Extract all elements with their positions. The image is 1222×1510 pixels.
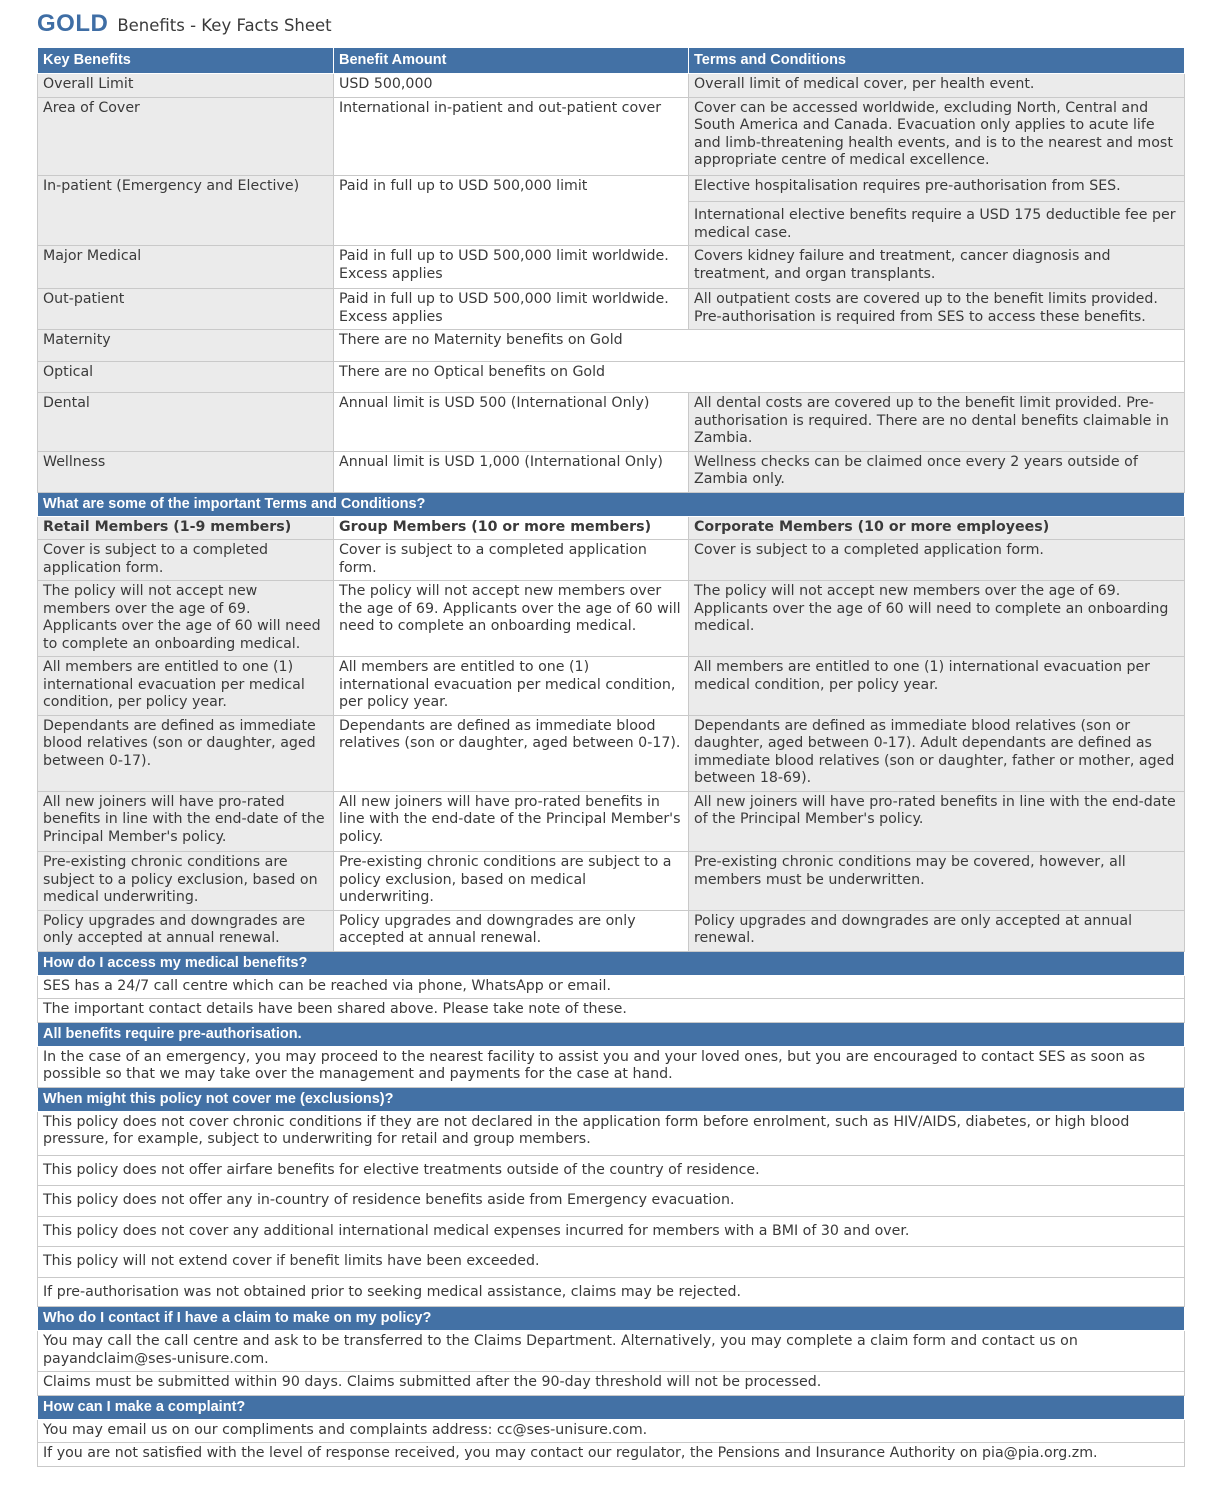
exclusion-text: This policy does not offer any in-country of residence benefits aside from Emergency evacuation. [38, 1186, 1185, 1217]
benefit-terms-part-2: International elective benefits require a USD 175 deductible fee per medical case. [689, 201, 1184, 242]
column-header-corporate: Corporate Members (10 or more employees) [689, 516, 1185, 540]
benefit-amount: Paid in full up to USD 500,000 limit [334, 175, 689, 246]
exclusion-text: This policy does not offer airfare benefits for elective treatments outside of the country of residence. [38, 1155, 1185, 1186]
benefit-terms: All outpatient costs are covered up to the benefit limits provided. Pre-authorisation is required from SES to access these benefits. [689, 289, 1185, 330]
section-heading: What are some of the important Terms and Conditions? [38, 492, 1185, 516]
section-header-access [38, 951, 1185, 975]
benefit-amount: International in-patient and out-patient cover [334, 97, 689, 175]
benefit-row-out-patient [38, 289, 1185, 330]
benefit-terms: Wellness checks can be claimed once every 2 years outside of Zambia only. [689, 451, 1185, 492]
section-header-terms [38, 492, 1185, 516]
corporate-term: Policy upgrades and downgrades are only accepted at annual renewal. [689, 910, 1185, 951]
access-line [38, 999, 1185, 1023]
section-header-claims [38, 1307, 1185, 1331]
benefit-row-major-medical [38, 246, 1185, 289]
corporate-term: All members are entitled to one (1) international evacuation per medical condition, per policy year. [689, 657, 1185, 716]
benefit-amount: Annual limit is USD 1,000 (International Only) [334, 451, 689, 492]
group-term: The policy will not accept new members over the age of 69. Applicants over the age of 60 will need to complete an onboarding medical. [334, 581, 689, 657]
benefit-name: Major Medical [38, 246, 334, 289]
benefit-terms: Covers kidney failure and treatment, cancer diagnosis and treatment, and organ transplants. [689, 246, 1185, 289]
column-header-terms: Terms and Conditions [689, 48, 1185, 74]
retail-term: All new joiners will have pro-rated benefits in line with the end-date of the Principal Member's policy. [38, 791, 334, 852]
terms-row [38, 581, 1185, 657]
benefit-amount: Paid in full up to USD 500,000 limit worldwide. Excess applies [334, 289, 689, 330]
exclusion-line [38, 1216, 1185, 1247]
complaint-text: If you are not satisfied with the level of response received, you may contact our regulator, the Pensions and Insurance Authority on pia@pia.org.zm. [38, 1443, 1185, 1467]
group-term: All new joiners will have pro-rated benefits in line with the end-date of the Principal Member's policy. [334, 791, 689, 852]
column-header-benefit-amount: Benefit Amount [334, 48, 689, 74]
complaint-line [38, 1443, 1185, 1467]
group-term: Dependants are defined as immediate blood relatives (son or daughter, aged between 0-17). [334, 715, 689, 791]
brand-label: GOLD [37, 10, 109, 37]
benefit-row-wellness [38, 451, 1185, 492]
terms-row [38, 657, 1185, 716]
retail-term: Dependants are defined as immediate blood relatives (son or daughter, aged between 0-17). [38, 715, 334, 791]
retail-term: The policy will not accept new members over the age of 69. Applicants over the age of 60 will need to complete an onboarding medical. [38, 581, 334, 657]
corporate-term: Pre-existing chronic conditions may be covered, however, all members must be underwritten. [689, 852, 1185, 911]
exclusion-line [38, 1277, 1185, 1307]
complaint-line [38, 1419, 1185, 1443]
benefit-row-in-patient [38, 175, 1185, 246]
exclusion-text: This policy does not cover chronic conditions if they are not declared in the application form before enrolment, such as HIV/AIDS, diabetes, or high blood pressure, for example, subject to underwriting for retail and group members. [38, 1111, 1185, 1155]
section-header-complaints [38, 1395, 1185, 1419]
claims-text: You may call the call centre and ask to be transferred to the Claims Department. Alternatively, you may complete a claim form and contact us on payandclaim@ses-unisure.com. [38, 1331, 1185, 1372]
access-text: SES has a 24/7 call centre which can be reached via phone, WhatsApp or email. [38, 975, 1185, 999]
exclusion-line [38, 1155, 1185, 1186]
terms-row [38, 791, 1185, 852]
exclusion-text: If pre-authorisation was not obtained prior to seeking medical assistance, claims may be rejected. [38, 1277, 1185, 1307]
retail-term: Pre-existing chronic conditions are subject to a policy exclusion, based on medical underwriting. [38, 852, 334, 911]
benefit-name: In-patient (Emergency and Elective) [38, 175, 334, 246]
benefit-terms-part-1: Elective hospitalisation requires pre-authorisation from SES. [694, 177, 1121, 194]
benefit-terms: Overall limit of medical cover, per health event. [689, 74, 1185, 98]
retail-term: Cover is subject to a completed application form. [38, 540, 334, 581]
exclusion-line [38, 1111, 1185, 1155]
complaint-text: You may email us on our compliments and complaints address: cc@ses-unisure.com. [38, 1419, 1185, 1443]
access-line [38, 975, 1185, 999]
benefit-name: Optical [38, 361, 334, 393]
corporate-term: Dependants are defined as immediate blood relatives (son or daughter, aged between 0-17). Adult dependants are defined as immediate blood relatives (son or daughter, father or mother, aged between 18-69). [689, 715, 1185, 791]
retail-term: All members are entitled to one (1) international evacuation per medical condition, per policy year. [38, 657, 334, 716]
section-heading: When might this policy not cover me (exclusions)? [38, 1087, 1185, 1111]
benefit-row-dental [38, 393, 1185, 452]
benefits-header-row [38, 48, 1185, 74]
fact-sheet-page [37, 10, 1184, 1467]
exclusion-text: This policy does not cover any additional international medical expenses incurred for members with a BMI of 30 and over. [38, 1216, 1185, 1247]
section-heading: How can I make a complaint? [38, 1395, 1185, 1419]
benefit-row-maternity [38, 330, 1185, 362]
document-subtitle: Benefits - Key Facts Sheet [117, 16, 332, 35]
column-header-retail: Retail Members (1-9 members) [38, 516, 334, 540]
benefit-name: Area of Cover [38, 97, 334, 175]
access-text: The important contact details have been shared above. Please take note of these. [38, 999, 1185, 1023]
member-types-header-row [38, 516, 1185, 540]
corporate-term: The policy will not accept new members over the age of 69. Applicants over the age of 60 will need to complete an onboarding medical. [689, 581, 1185, 657]
section-header-exclusions [38, 1087, 1185, 1111]
section-heading: Who do I contact if I have a claim to make on my policy? [38, 1307, 1185, 1331]
benefit-name: Maternity [38, 330, 334, 362]
claims-line [38, 1372, 1185, 1396]
benefit-name: Overall Limit [38, 74, 334, 98]
section-heading: All benefits require pre-authorisation. [38, 1022, 1185, 1046]
benefit-row-area-of-cover [38, 97, 1185, 175]
claims-line [38, 1331, 1185, 1372]
group-term: All members are entitled to one (1) international evacuation per medical condition, per policy year. [334, 657, 689, 716]
benefit-amount: Annual limit is USD 500 (International Only) [334, 393, 689, 452]
benefit-amount: There are no Maternity benefits on Gold [334, 330, 1185, 362]
benefit-row-overall-limit [38, 74, 1185, 98]
benefit-terms: All dental costs are covered up to the benefit limit provided. Pre-authorisation is required. There are no dental benefits claimable in Zambia. [689, 393, 1185, 452]
document-title [37, 10, 1184, 47]
terms-row [38, 852, 1185, 911]
corporate-term: Cover is subject to a completed application form. [689, 540, 1185, 581]
benefit-name: Dental [38, 393, 334, 452]
benefit-amount: Paid in full up to USD 500,000 limit worldwide. Excess applies [334, 246, 689, 289]
benefit-name: Out-patient [38, 289, 334, 330]
section-header-preauthorisation [38, 1022, 1185, 1046]
preauth-text: In the case of an emergency, you may proceed to the nearest facility to assist you and your loved ones, but you are encouraged to contact SES as soon as possible so that we may take over the management and payments for the case at hand. [38, 1046, 1185, 1087]
group-term: Cover is subject to a completed application form. [334, 540, 689, 581]
claims-text: Claims must be submitted within 90 days. Claims submitted after the 90-day threshold will not be processed. [38, 1372, 1185, 1396]
preauth-line [38, 1046, 1185, 1087]
benefit-amount: There are no Optical benefits on Gold [334, 361, 1185, 393]
terms-row [38, 715, 1185, 791]
section-heading: How do I access my medical benefits? [38, 951, 1185, 975]
group-term: Policy upgrades and downgrades are only accepted at annual renewal. [334, 910, 689, 951]
benefit-row-optical [38, 361, 1185, 393]
exclusion-line [38, 1186, 1185, 1217]
column-header-group: Group Members (10 or more members) [334, 516, 689, 540]
benefit-name: Wellness [38, 451, 334, 492]
exclusion-text: This policy will not extend cover if benefit limits have been exceeded. [38, 1247, 1185, 1278]
retail-term: Policy upgrades and downgrades are only accepted at annual renewal. [38, 910, 334, 951]
terms-row [38, 910, 1185, 951]
key-facts-table [37, 47, 1185, 1467]
exclusion-line [38, 1247, 1185, 1278]
benefit-amount: USD 500,000 [334, 74, 689, 98]
benefit-terms [689, 175, 1185, 246]
terms-row [38, 540, 1185, 581]
group-term: Pre-existing chronic conditions are subject to a policy exclusion, based on medical underwriting. [334, 852, 689, 911]
benefit-terms: Cover can be accessed worldwide, excluding North, Central and South America and Canada. Evacuation only applies to acute life and limb-threatening health events, and is to the nearest and most appropriate centre of medical excellence. [689, 97, 1185, 175]
corporate-term: All new joiners will have pro-rated benefits in line with the end-date of the Principal Member's policy. [689, 791, 1185, 852]
column-header-key-benefits: Key Benefits [38, 48, 334, 74]
